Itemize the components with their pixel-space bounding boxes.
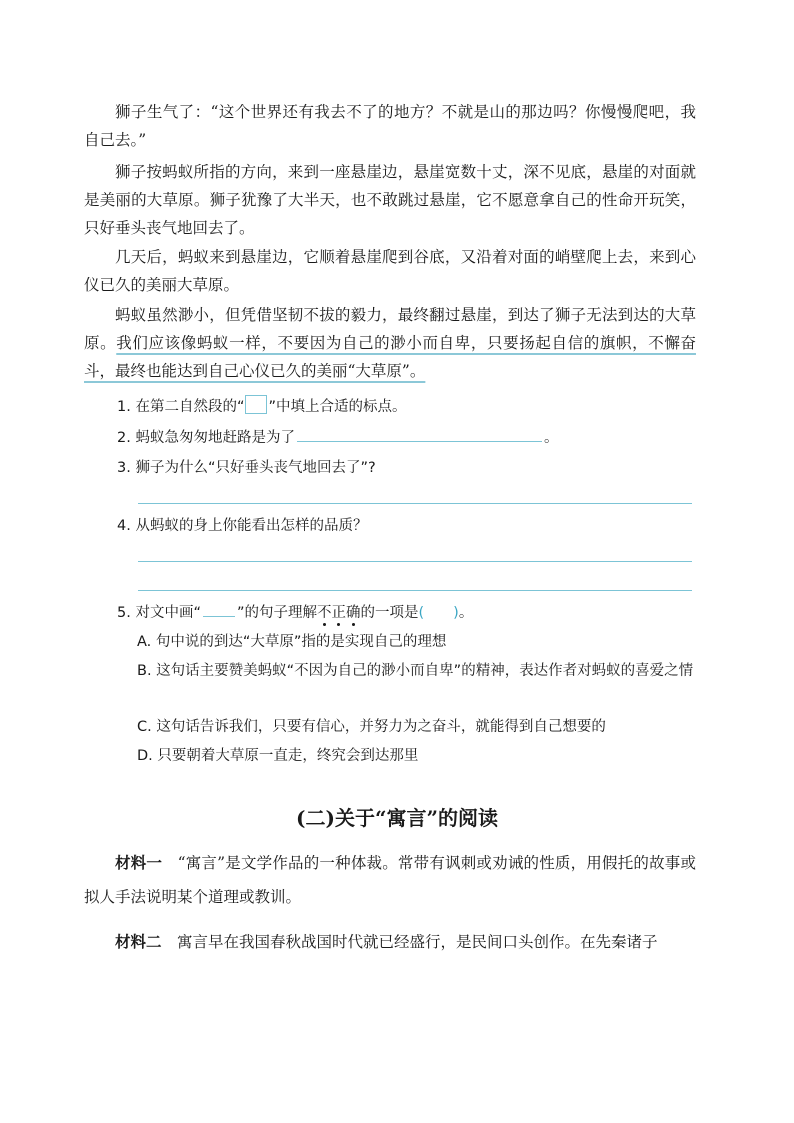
material-2 bbox=[84, 925, 696, 959]
section-title: (二)关于“寓言”的阅读 bbox=[296, 806, 498, 830]
material-2-label: 材料二 bbox=[115, 933, 162, 951]
question-5-text-end: 。 bbox=[458, 605, 474, 621]
emphasis-char-1: 不 bbox=[316, 605, 332, 621]
question-2 bbox=[117, 424, 697, 452]
option-a[interactable]: A. 句中说的到达“大草原”指的是实现自己的理想 bbox=[137, 634, 447, 650]
question-2-answer-line[interactable] bbox=[297, 440, 542, 442]
story-paragraph-4-text: 蚂蚁虽然渺小，但凭借坚韧不拔的毅力，最终翻过悬崖，到达了狮子无法到达的大草原。 bbox=[84, 306, 696, 352]
underlined-sentence: 我们应该像蚂蚁一样，不要因为自己的渺小而自卑，只要扬起自信的旗帜，不懈奋斗，最终也能达到自己心仪已久的美丽“大草原”。 bbox=[84, 334, 696, 380]
question-1 bbox=[117, 393, 697, 421]
question-1-text-end: ”中填上合适的标点。 bbox=[268, 399, 407, 415]
question-5-text: 5. 对文中画“ bbox=[117, 605, 201, 621]
material-1 bbox=[84, 846, 696, 914]
story-paragraph-3: 几天后，蚂蚁来到悬崖边，它顺着悬崖爬到谷底，又沿着对面的峭壁爬上去，来到心仪已久的美丽大草原。 bbox=[84, 248, 696, 294]
emphasis-char-2: 正 bbox=[331, 605, 346, 621]
option-c[interactable]: C. 这句话告诉我们，只要有信心，并努力为之奋斗，就能得到自己想要的 bbox=[137, 719, 606, 735]
material-2-text: 寓言早在我国春秋战国时代就已经盛行，是民间口头创作。在先秦诸子 bbox=[177, 933, 658, 951]
question-4-answer-line-1[interactable] bbox=[138, 561, 692, 562]
punctuation-box[interactable] bbox=[245, 395, 267, 414]
question-2-text: 2. 蚂蚁急匆匆地赶路是为了 bbox=[117, 430, 295, 446]
option-d[interactable]: D. 只要朝着大草原一直走，终究会到达那里 bbox=[137, 748, 419, 764]
story-paragraph-2: 狮子按蚂蚁所指的方向，来到一座悬崖边，悬崖宽数十丈，深不见底，悬崖的对面就是美丽的大草原。狮子犹豫了大半天，也不敢跳过悬崖，它不愿意拿自己的性命开玩笑，只好垂头丧气地回去了。 bbox=[84, 163, 696, 237]
question-3-answer-line[interactable] bbox=[138, 503, 692, 504]
question-4-answer-line-2[interactable] bbox=[138, 590, 692, 591]
story-paragraph-1: 狮子生气了：“这个世界还有我去不了的地方？不就是山的那边吗？你慢慢爬吧，我自己去。” bbox=[84, 103, 696, 149]
material-1-label: 材料一 bbox=[115, 854, 163, 872]
question-5-text-mid: ”的句子理解 bbox=[236, 605, 317, 621]
question-3: 3. 狮子为什么“只好垂头丧气地回去了”? bbox=[117, 460, 376, 476]
question-2-text-end: 。 bbox=[543, 430, 559, 446]
option-b[interactable]: B. 这句话主要赞美蚂蚁“不因为自己的渺小而自卑”的精神，表达作者对蚂蚁的喜爱之情 bbox=[137, 663, 694, 679]
question-5-text-after: 的一项是 bbox=[360, 605, 419, 621]
answer-parentheses[interactable]: ( ) bbox=[418, 605, 459, 621]
material-1-text: “寓言”是文学作品的一种体裁。常带有讽刺或劝诫的性质，用假托的故事或拟人手法说明某个道理或教训。 bbox=[84, 854, 696, 906]
story-paragraph-4 bbox=[84, 301, 696, 385]
question-5-underline-sample bbox=[203, 615, 235, 617]
question-4: 4. 从蚂蚁的身上你能看出怎样的品质？ bbox=[117, 518, 368, 534]
question-5 bbox=[117, 599, 697, 627]
emphasis-char-3: 确 bbox=[345, 605, 361, 621]
question-1-text: 1. 在第二自然段的“ bbox=[117, 399, 245, 415]
